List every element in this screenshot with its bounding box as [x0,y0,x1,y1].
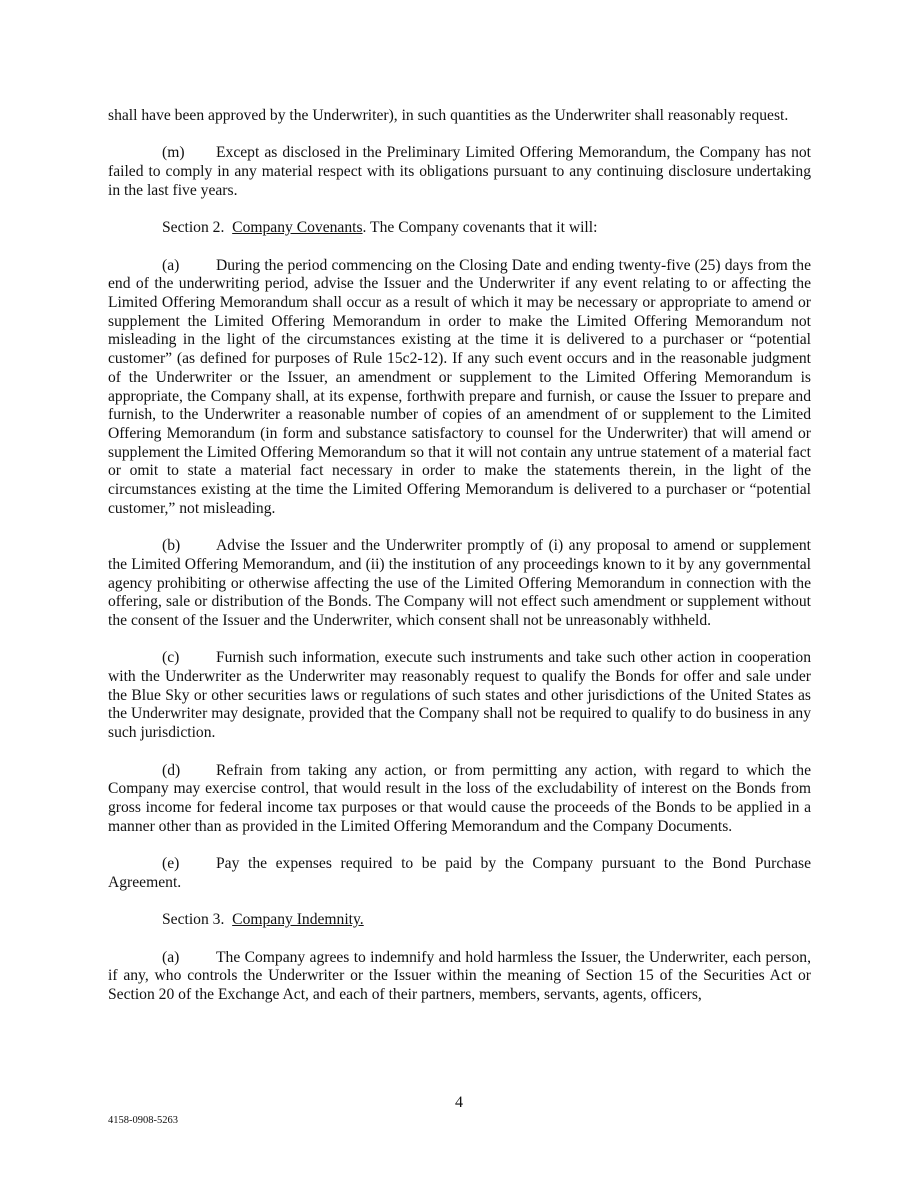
document-body [108,107,811,1023]
covenant-b-text: Advise the Issuer and the Underwriter promptly of (i) any proposal to amend or supplement the Limited Offering Memorandum, and (ii) the institution of any proceedings known to it by any governmental agency prohibiting or otherwise affecting the use of the Limited Offering Memorandum in connection with the offering, sale or distribution of the Bonds. The Company will not effect such amendment or supplement without the consent of the Issuer and the Underwriter, which consent shall not be unreasonably withheld. [108,537,811,629]
covenant-c-label: (c) [162,649,180,667]
covenant-a-paragraph [108,257,811,519]
item-m-label: (m) [162,144,185,162]
covenant-a-label: (a) [162,256,180,274]
item-m-paragraph [108,144,811,200]
covenant-a-text: During the period commencing on the Closing Date and ending twenty-five (25) days from the end of the underwriting period, advise the Issuer and the Underwriter if any event relating to or affecting the Limited Offering Memorandum shall occur as a result of which it may be necessary or appropriate to amend or supplement the Limited Offering Memorandum in order to make the Limited Offering Memorandum not misleading in the light of the circumstances existing at the time it is delivered to a purchaser or “potential customer” (as defined for purposes of Rule 15c2-12). If any such event occurs and in the reasonable judgment of the Underwriter or the Issuer, an amendment or supplement to the Limited Offering Memorandum is appropriate, the Company shall, at its expense, forthwith prepare and furnish, or cause the Issuer to prepare and furnish, to the Underwriter a reasonable number of copies of an amendment of or supplement to the Limited Offering Memorandum (in form and substance satisfactory to counsel for the Underwriter) that will amend or supplement the Limited Offering Memorandum so that it will not contain any untrue statement of a material fact or omit to state a material fact necessary in order to make the statements therein, in the light of the circumstances existing at the time the Limited Offering Memorandum is delivered to a purchaser or “potential customer,” not misleading. [108,256,811,517]
continuation-paragraph [108,107,811,126]
document-id: 4158-0908-5263 [108,1115,178,1126]
indemnity-a-text: The Company agrees to indemnify and hold harmless the Issuer, the Underwriter, each person, if any, who controls the Underwriter or the Issuer within the meaning of Section 15 of the Securities Act or Section 20 of the Exchange Act, and each of their partners, members, servants, agents, officers, [108,948,811,1003]
section-3-heading [108,911,811,930]
covenant-c-paragraph [108,649,811,743]
covenant-d-label: (d) [162,761,181,779]
covenant-d-paragraph [108,762,811,837]
section-3-prefix: Section 3. [162,911,225,929]
page-number: 4 [455,1094,463,1111]
covenant-b-paragraph [108,537,811,631]
covenant-d-text: Refrain from taking any action, or from permitting any action, with regard to which the Company may exercise control, that would result in the loss of the excludability of interest on the Bonds from gross income for federal income tax purposes or that would cause the proceeds of the Bonds to be applied in a manner other than as provided in the Limited Offering Memorandum and the Company Documents. [108,761,811,835]
covenant-e-paragraph [108,855,811,892]
section-3-title: Company Indemnity. [232,911,364,929]
section-2-prefix: Section 2. [162,219,225,237]
item-m-text: Except as disclosed in the Preliminary Limited Offering Memorandum, the Company has not failed to comply in any material respect with its obligations pursuant to any continuing disclosure undertaking in the last five years. [108,144,811,199]
continuation-text: shall have been approved by the Underwriter), in such quantities as the Underwriter shall reasonably request. [108,107,789,124]
section-2-title: Company Covenants [232,219,363,237]
indemnity-a-label: (a) [162,948,180,966]
indemnity-a-paragraph [108,949,811,1005]
section-2-heading [108,219,811,238]
covenant-e-label: (e) [162,855,180,873]
covenant-c-text: Furnish such information, execute such instruments and take such other action in cooperation with the Underwriter as the Underwriter may reasonably request to qualify the Bonds for offer and sale under the Blue Sky or other securities laws or regulations of such states and other jurisdictions of the United States as the Underwriter may designate, provided that the Company shall not be required to qualify to do business in any such jurisdiction. [108,649,811,742]
covenant-b-label: (b) [162,537,181,555]
section-2-suffix: . The Company covenants that it will: [362,219,598,237]
covenant-e-text: Pay the expenses required to be paid by the Company pursuant to the Bond Purchase Agreement. [108,855,811,891]
